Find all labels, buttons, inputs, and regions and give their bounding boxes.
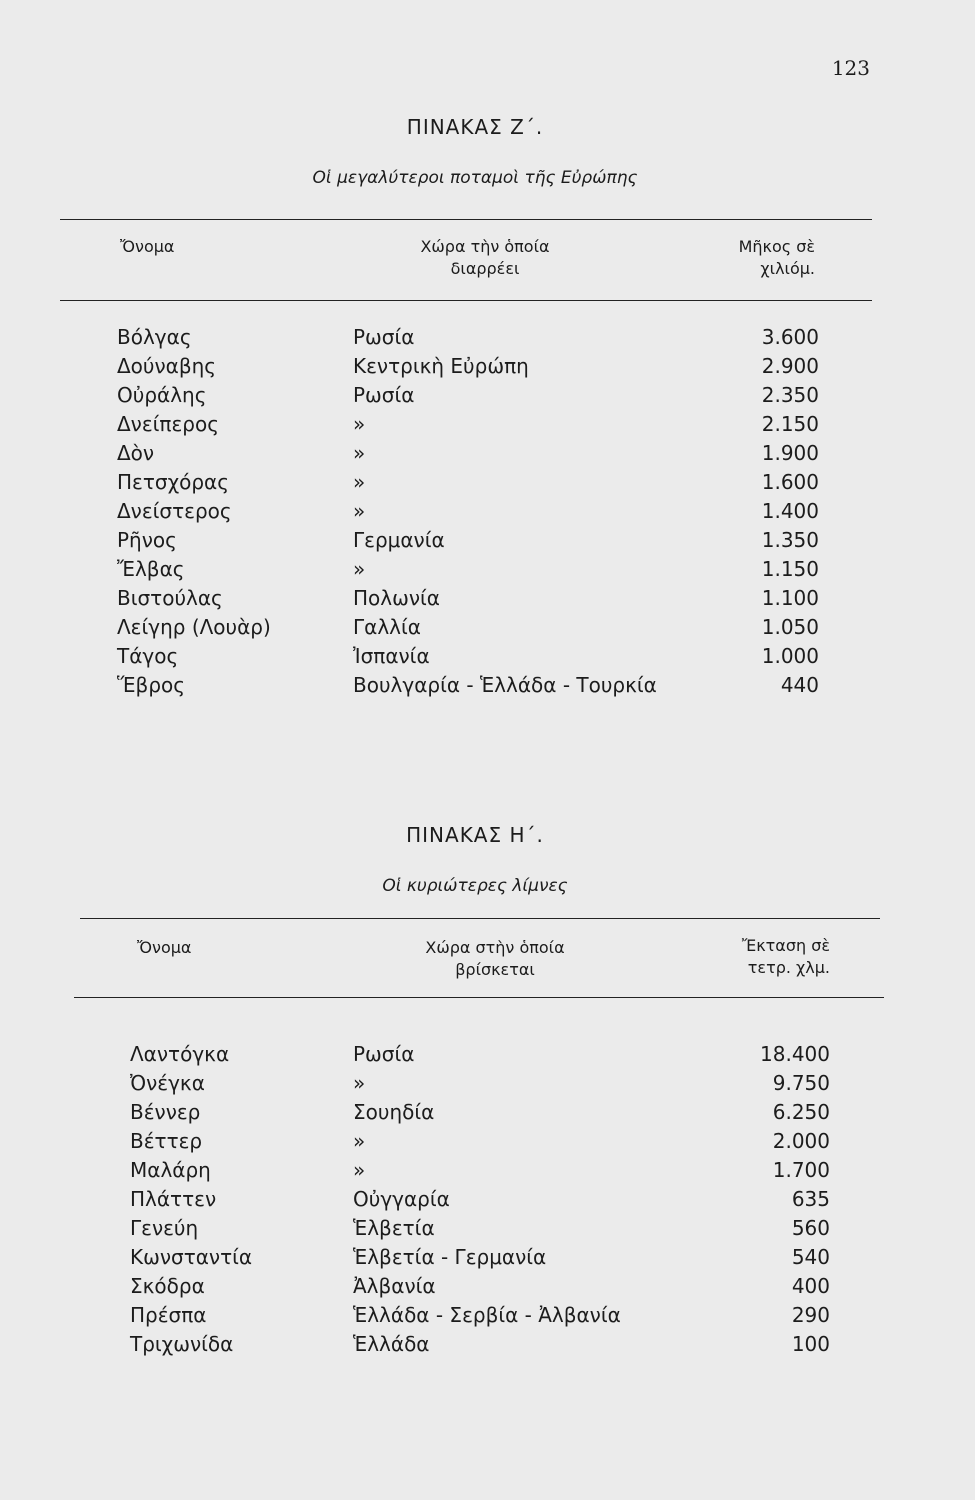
lake-country: Οὐγγαρία <box>353 1187 450 1211</box>
rivers-table-subtitle: Οἱ μεγαλύτεροι ποταμοὶ τῆς Εὐρώπης <box>312 168 638 188</box>
table-row <box>0 528 975 557</box>
lake-name: Ὀνέγκα <box>130 1071 205 1095</box>
table-row <box>0 1274 975 1303</box>
river-country: Ρωσία <box>353 325 415 349</box>
table-row <box>0 644 975 673</box>
lake-name: Βέννερ <box>130 1100 201 1124</box>
lake-name: Κωνσταντία <box>130 1245 253 1269</box>
river-country: Ρωσία <box>353 383 415 407</box>
lake-area: 400 <box>791 1274 830 1298</box>
lake-country: » <box>353 1158 366 1182</box>
table-row <box>0 1216 975 1245</box>
lake-area: 540 <box>791 1245 830 1269</box>
lake-area: 635 <box>791 1187 830 1211</box>
table-row <box>0 1129 975 1158</box>
lake-area: 18.400 <box>760 1042 830 1066</box>
lake-area: 2.000 <box>772 1129 830 1153</box>
table-row <box>0 1100 975 1129</box>
river-country: Κεντρικὴ Εὐρώπη <box>353 354 529 378</box>
lake-name: Βέττερ <box>130 1129 203 1153</box>
table-row <box>0 499 975 528</box>
lake-area: 100 <box>791 1332 830 1356</box>
river-country: Ἰσπανία <box>353 644 430 668</box>
table-row <box>0 412 975 441</box>
lake-area: 1.700 <box>772 1158 830 1182</box>
table-row <box>0 470 975 499</box>
rivers-top-rule <box>60 219 872 220</box>
table-row <box>0 586 975 615</box>
rivers-header-name: Ὄνομα <box>120 237 175 256</box>
river-length: 2.350 <box>761 383 819 407</box>
river-name: Δνείπερος <box>117 412 219 436</box>
river-name: Τάγος <box>117 644 179 668</box>
river-length: 3.600 <box>761 325 819 349</box>
table-row <box>0 1071 975 1100</box>
lake-area: 9.750 <box>772 1071 830 1095</box>
lake-country: Ἑλβετία <box>353 1216 435 1240</box>
river-country: Γερμανία <box>353 528 445 552</box>
table-row <box>0 1042 975 1071</box>
table-row <box>0 673 975 702</box>
table-row <box>0 615 975 644</box>
table-row <box>0 557 975 586</box>
table-row <box>0 441 975 470</box>
rivers-header-length: Μῆκος σὲ χιλιόμ. <box>738 237 815 278</box>
table-row <box>0 383 975 412</box>
table-row <box>0 325 975 354</box>
lake-country: Ἑλβετία - Γερμανία <box>353 1245 547 1269</box>
table-row <box>0 1245 975 1274</box>
river-name: Ἔλβας <box>117 557 185 581</box>
lake-name: Πλάττεν <box>130 1187 217 1211</box>
river-length: 1.900 <box>761 441 819 465</box>
lake-country: Ἑλλάδα <box>353 1332 430 1356</box>
river-length: 1.050 <box>761 615 819 639</box>
table-row <box>0 1332 975 1361</box>
lakes-top-rule <box>80 918 880 919</box>
lake-name: Σκόδρα <box>130 1274 205 1298</box>
river-country: » <box>353 441 366 465</box>
rivers-header-rule <box>60 300 872 301</box>
river-length: 1.100 <box>761 586 819 610</box>
lake-country: Ἀλβανία <box>353 1274 436 1298</box>
lake-country: Σουηδία <box>353 1100 435 1124</box>
lake-name: Λαντόγκα <box>130 1042 230 1066</box>
river-country: » <box>353 499 366 523</box>
rivers-table-title: ΠΙΝΑΚΑΣ Ζ΄. <box>406 115 544 139</box>
rivers-header-country: Χώρα τὴν ὁποία διαρρέει <box>420 237 550 278</box>
river-name: Βόλγας <box>117 325 192 349</box>
lake-country: » <box>353 1129 366 1153</box>
river-name: Πετσχόρας <box>117 470 229 494</box>
river-country: » <box>353 470 366 494</box>
river-country: » <box>353 412 366 436</box>
river-length: 1.600 <box>761 470 819 494</box>
river-name: Βιστούλας <box>117 586 223 610</box>
lakes-header-rule <box>74 997 884 998</box>
lake-area: 560 <box>791 1216 830 1240</box>
lake-name: Πρέσπα <box>130 1303 207 1327</box>
lake-name: Μαλάρη <box>130 1158 211 1182</box>
table-row <box>0 354 975 383</box>
river-country: » <box>353 557 366 581</box>
lake-area: 6.250 <box>772 1100 830 1124</box>
lakes-header-country: Χώρα στὴν ὁποία βρίσκεται <box>425 938 565 979</box>
river-length: 2.900 <box>761 354 819 378</box>
river-name: Ρῆνος <box>117 528 177 552</box>
lakes-header-name: Ὄνομα <box>137 938 192 957</box>
river-name: Ἕβρος <box>117 673 185 697</box>
river-name: Δνείστερος <box>117 499 232 523</box>
table-row <box>0 1187 975 1216</box>
table-row <box>0 1158 975 1187</box>
lake-country: Ἑλλάδα - Σερβία - Ἀλβανία <box>353 1303 621 1327</box>
river-country: Γαλλία <box>353 615 421 639</box>
river-length: 2.150 <box>761 412 819 436</box>
river-length: 1.000 <box>761 644 819 668</box>
lake-country: » <box>353 1071 366 1095</box>
river-name: Δούναβης <box>117 354 217 378</box>
lake-area: 290 <box>791 1303 830 1327</box>
river-length: 1.150 <box>761 557 819 581</box>
river-name: Δὸν <box>117 441 155 465</box>
lakes-header-area: Ἔκταση σὲ τετρ. χλμ. <box>741 936 830 977</box>
lakes-table-subtitle: Οἱ κυριώτερες λίμνες <box>382 876 568 896</box>
table-row <box>0 1303 975 1332</box>
river-name: Οὐράλης <box>117 383 207 407</box>
river-length: 1.400 <box>761 499 819 523</box>
lakes-table-title: ΠΙΝΑΚΑΣ Η΄. <box>406 823 544 847</box>
lake-name: Τριχωνίδα <box>130 1332 234 1356</box>
river-name: Λείγηρ (Λουὰρ) <box>117 615 271 639</box>
river-country: Βουλγαρία - Ἑλλάδα - Τουρκία <box>353 673 657 697</box>
river-length: 1.350 <box>761 528 819 552</box>
river-length: 440 <box>780 673 819 697</box>
lake-name: Γενεύη <box>130 1216 199 1240</box>
page-number: 123 <box>831 56 870 80</box>
lake-country: Ρωσία <box>353 1042 415 1066</box>
river-country: Πολωνία <box>353 586 440 610</box>
